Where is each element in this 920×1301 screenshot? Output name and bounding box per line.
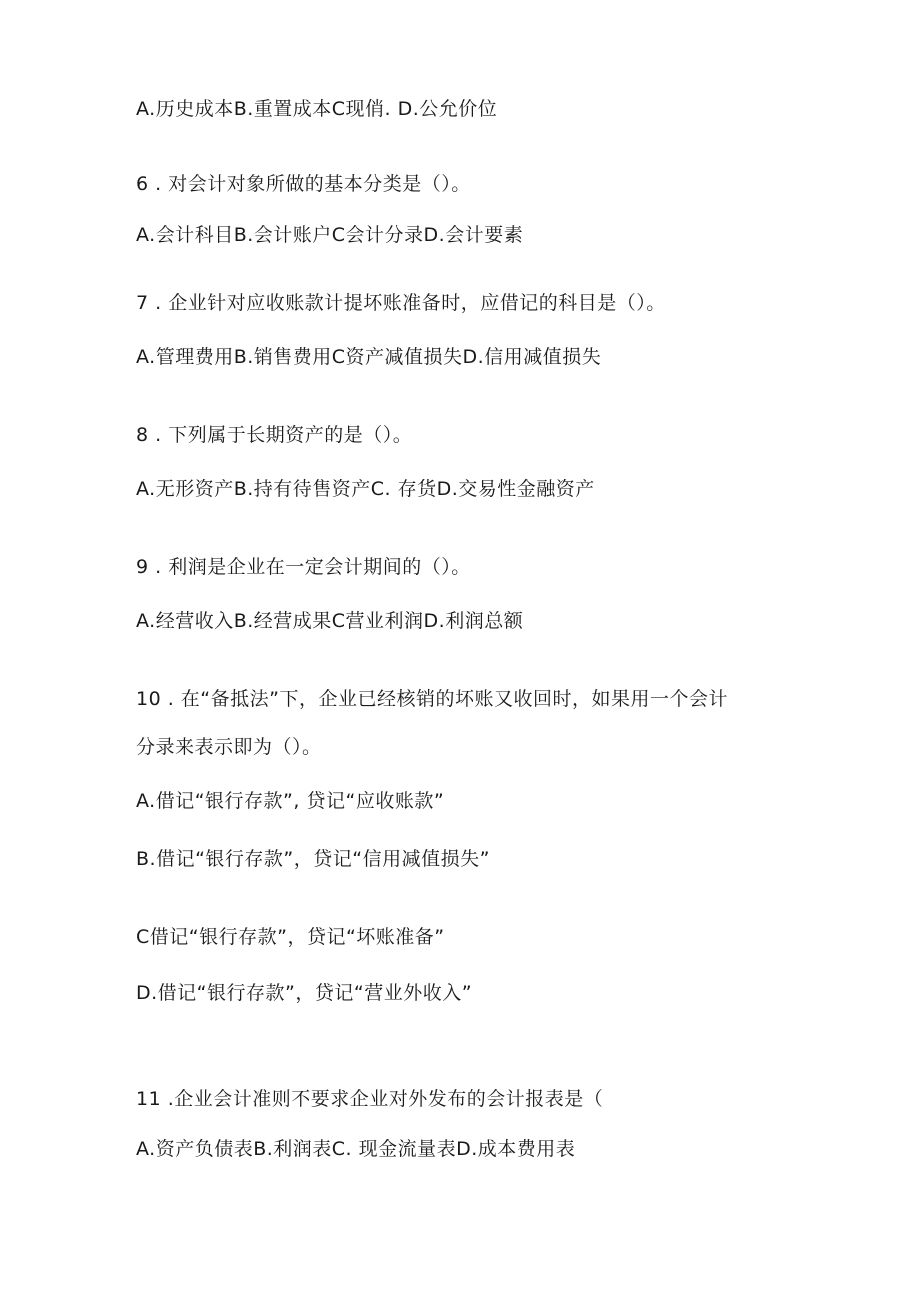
q11-stem: 11 .企业会计准则不要求企业对外发布的会计报表是（ <box>136 1088 604 1110</box>
q10-stem-line1: 10 . 在“备抵法”下，企业已经核销的坏账又收回时，如果用一个会计 <box>136 688 728 710</box>
q9-stem: 9 . 利润是企业在一定会计期间的（）。 <box>136 556 471 578</box>
q8-options: A.无形资产B.持有待售资产C. 存货D.交易性金融资产 <box>136 478 595 500</box>
q9-options: A.经营收入B.经营成果C营业利润D.利润总额 <box>136 610 524 632</box>
q10-option-d: D.借记“银行存款”，贷记“营业外收入” <box>136 982 473 1004</box>
q6-stem: 6 . 对会计对象所做的基本分类是（）。 <box>136 173 471 195</box>
q5-options: A.历史成本B.重置成本C现俏. D.公允价位 <box>136 98 498 120</box>
q11-options: A.资产负债表B.利润表C. 现金流量表D.成本费用表 <box>136 1138 576 1160</box>
q8-stem: 8 . 下列属于长期资产的是（）。 <box>136 424 413 446</box>
q7-options: A.管理费用B.销售费用C资产减值损失D.信用减值损失 <box>136 346 602 368</box>
q10-option-c: C借记“银行存款”，贷记“坏账准备” <box>136 926 445 948</box>
q10-option-b: B.借记“银行存款”，贷记“信用减值损失” <box>136 848 490 870</box>
q6-options: A.会计科目B.会计账户C会计分录D.会计要素 <box>136 224 524 246</box>
q10-option-a: A.借记“银行存款”, 贷记“应收账款” <box>136 790 445 812</box>
q7-stem: 7 . 企业针对应收账款计提坏账准备时，应借记的科目是（）。 <box>136 292 666 314</box>
q10-stem-line2: 分录来表示即为（）。 <box>136 736 322 758</box>
